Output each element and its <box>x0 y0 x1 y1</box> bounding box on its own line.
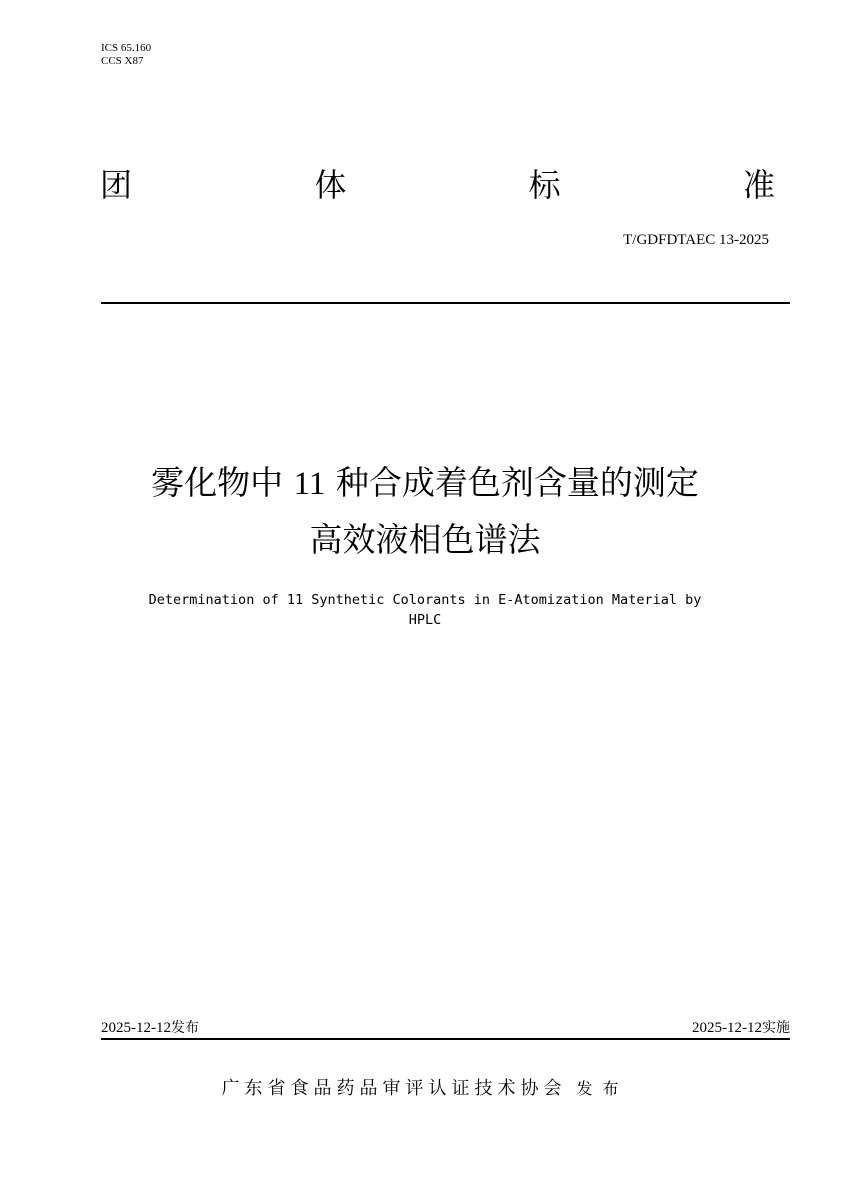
english-title-line-2: HPLC <box>408 612 442 628</box>
standard-type-char-1: 团 <box>100 166 133 204</box>
implementation-date-value: 2025-12-12 <box>692 1020 762 1036</box>
ics-code: ICS 65.160 <box>101 42 152 54</box>
issue-date-label: 发布 <box>171 1020 199 1036</box>
chinese-title-line-1-end: 种合成着色剂含量的测定 <box>335 463 699 502</box>
classification-codes <box>101 42 151 68</box>
chinese-title <box>0 455 850 568</box>
chinese-title-number: 11 <box>293 466 326 502</box>
publisher-name: 广东省食品药品审评认证技术协会 <box>221 1078 567 1099</box>
top-divider <box>101 302 790 304</box>
standard-type-char-4: 准 <box>742 166 775 204</box>
chinese-title-line-2: 高效液相色谱法 <box>309 520 541 559</box>
chinese-title-line-1-start: 雾化物中 <box>151 463 284 502</box>
issue-date-value: 2025-12-12 <box>101 1020 171 1036</box>
publisher-line <box>0 1074 850 1100</box>
standard-type-char-3: 标 <box>528 166 561 204</box>
issue-date <box>101 1017 199 1037</box>
implementation-date-label: 实施 <box>762 1020 790 1036</box>
standard-number: T/GDFDTAEC 13-2025 <box>623 232 769 248</box>
ccs-code: CCS X87 <box>101 55 144 67</box>
english-title-line-1: Determination of 11 Synthetic Colorants in E-Atomization Material by <box>148 592 702 608</box>
publisher-suffix: 发布 <box>576 1079 629 1098</box>
standard-type-char-2: 体 <box>314 166 347 204</box>
english-title <box>60 590 790 630</box>
bottom-divider <box>101 1038 790 1040</box>
chinese-title-line-1 <box>0 455 850 512</box>
implementation-date <box>692 1017 790 1037</box>
standard-type-heading <box>100 160 775 210</box>
